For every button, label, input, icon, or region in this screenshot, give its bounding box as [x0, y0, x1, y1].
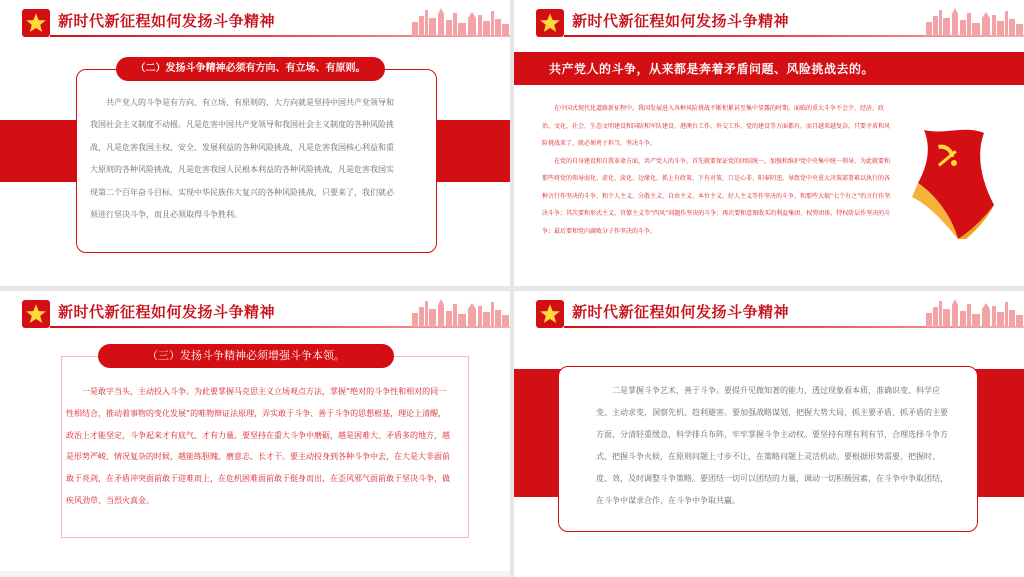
banner-text: 共产党人的斗争，从来都是奔着矛盾问题、风险挑战去的。 — [549, 62, 875, 76]
paragraph-2: 在党的自身建设和自我革命方面，共产党人的斗争，首先就要保证党的团结统一，加强和维护党中央集中统一领导，为此就要和那些将党的领导弱化、虚化、淡化、边缘化，抓上有政策、下有对策，口是心非、阳奉阴违，导致党中央重大决策部署难以执行的各种言行作坚决的斗争，和个人主义、分散主义、自由主义、本位主义、好人主义等作坚决的斗争，和那些大搞“七个有之”的言行作坚决斗争；其次要和形式主义、官僚主义等“四风”问题作坚决的斗争；再次要和意图收买的利益集团、权势团体、特权阶层作坚决的斗争；最后要和党内腐败分子作坚决的斗争。 — [542, 157, 891, 235]
city-skyline-icon — [924, 295, 1024, 327]
star-icon — [536, 300, 564, 328]
paragraph: 共产党人的斗争是有方向、有立场、有原则的，大方向就是坚持中国共产党领导和我国社会主义制度不动摇。凡是危害中国共产党领导和我国社会主义制度的各种风险挑战，凡是危害我国主权、安全、发展利益的各种风险挑战，凡是危害我国核心利益和重大原则的各种风险挑战，凡是危害我国人民根本利益的各种风险挑战，凡是危害我国实现第二个百年奋斗目标、实现中华民族伟大复兴的各种风险挑战，只要来了，我们就必须进行坚决斗争，而且必须取得斗争胜利。 — [90, 98, 394, 220]
slide-header — [0, 291, 510, 331]
star-icon — [22, 9, 50, 37]
footer-strip — [0, 571, 510, 577]
slide-title: 新时代新征程如何发扬斗争精神 — [58, 303, 276, 321]
paragraph: 一是敢字当头，主动投入斗争。为此要掌握马克思主义立场观点方法，掌握“绝对的斗争性和相对的同一性相结合，推动着事物的变化发展”的唯物辩证法原理，弄实敢于斗争、善于斗争的思想根基，理论上清醒，政治上才能坚定，斗争起来才有底气、才有力量。要坚持在重大斗争中磨砺，越是困难大、矛盾多的地方，越是形势严峻、情况复杂的时候，越能练胆魄、磨意志、长才干。要主动投身到各种斗争中去，在大是大非面前敢于亮剑，在矛盾冲突面前敢于迎难而上，在危机困难面前敢于挺身而出，在歪风邪气面前敢于坚决斗争，做疾风劲草、当烈火真金。 — [66, 387, 450, 505]
slide-3 — [0, 291, 510, 577]
slide-1 — [0, 0, 510, 286]
content-body — [90, 92, 396, 226]
star-icon — [536, 9, 564, 37]
slide-title: 新时代新征程如何发扬斗争精神 — [572, 303, 790, 321]
content-body — [542, 100, 892, 240]
party-flag-icon — [906, 125, 1001, 240]
slide-title: 新时代新征程如何发扬斗争精神 — [58, 12, 276, 30]
slide-header — [514, 0, 1024, 40]
slide-4 — [514, 291, 1024, 577]
paragraph-1: 在中国式现代化道路新征程中，我国发展进入各种风险挑战不断积累甚至集中显露的时期，面临的重大斗争不会少，经济、政治、文化、社会、生态文明建设和国防和军队建设、港澳台工作、外交工作、党的建设等方面都有，而且越来越复杂。只要矛盾和风险挑战来了，就必须勇于担当，坚决斗争。 — [542, 105, 891, 147]
city-skyline-icon — [410, 4, 510, 36]
section-heading: （二）发扬斗争精神必须有方向、有立场、有原则。 — [116, 57, 385, 81]
paragraph: 二是掌握斗争艺术，善于斗争。要提升见微知著的能力，透过现象看本质，准确识变、科学应变、主动求变，洞察先机、趋利避害。要加强战略谋划，把握大势大局，抓主要矛盾、抓矛盾的主要方面，分清轻重缓急，科学排兵布阵，牢牢掌握斗争主动权。要坚持有理有利有节，合理选择斗争方式、把握斗争火候，在原则问题上寸步不让，在策略问题上灵活机动。要根据形势需要，把握时、度、效，及时调整斗争策略。要团结一切可以团结的力量，调动一切积极因素，在斗争中争取团结，在斗争中谋求合作，在斗争中争取共赢。 — [596, 386, 948, 505]
content-body — [66, 381, 454, 512]
slide-title: 新时代新征程如何发扬斗争精神 — [572, 12, 790, 30]
city-skyline-icon — [410, 295, 510, 327]
star-icon — [22, 300, 50, 328]
slide-header — [514, 291, 1024, 331]
slide-header — [0, 0, 510, 40]
slide-2 — [514, 0, 1024, 286]
city-skyline-icon — [924, 4, 1024, 36]
content-body — [596, 380, 954, 511]
section-heading: （三）发扬斗争精神必须增强斗争本领。 — [98, 344, 394, 368]
